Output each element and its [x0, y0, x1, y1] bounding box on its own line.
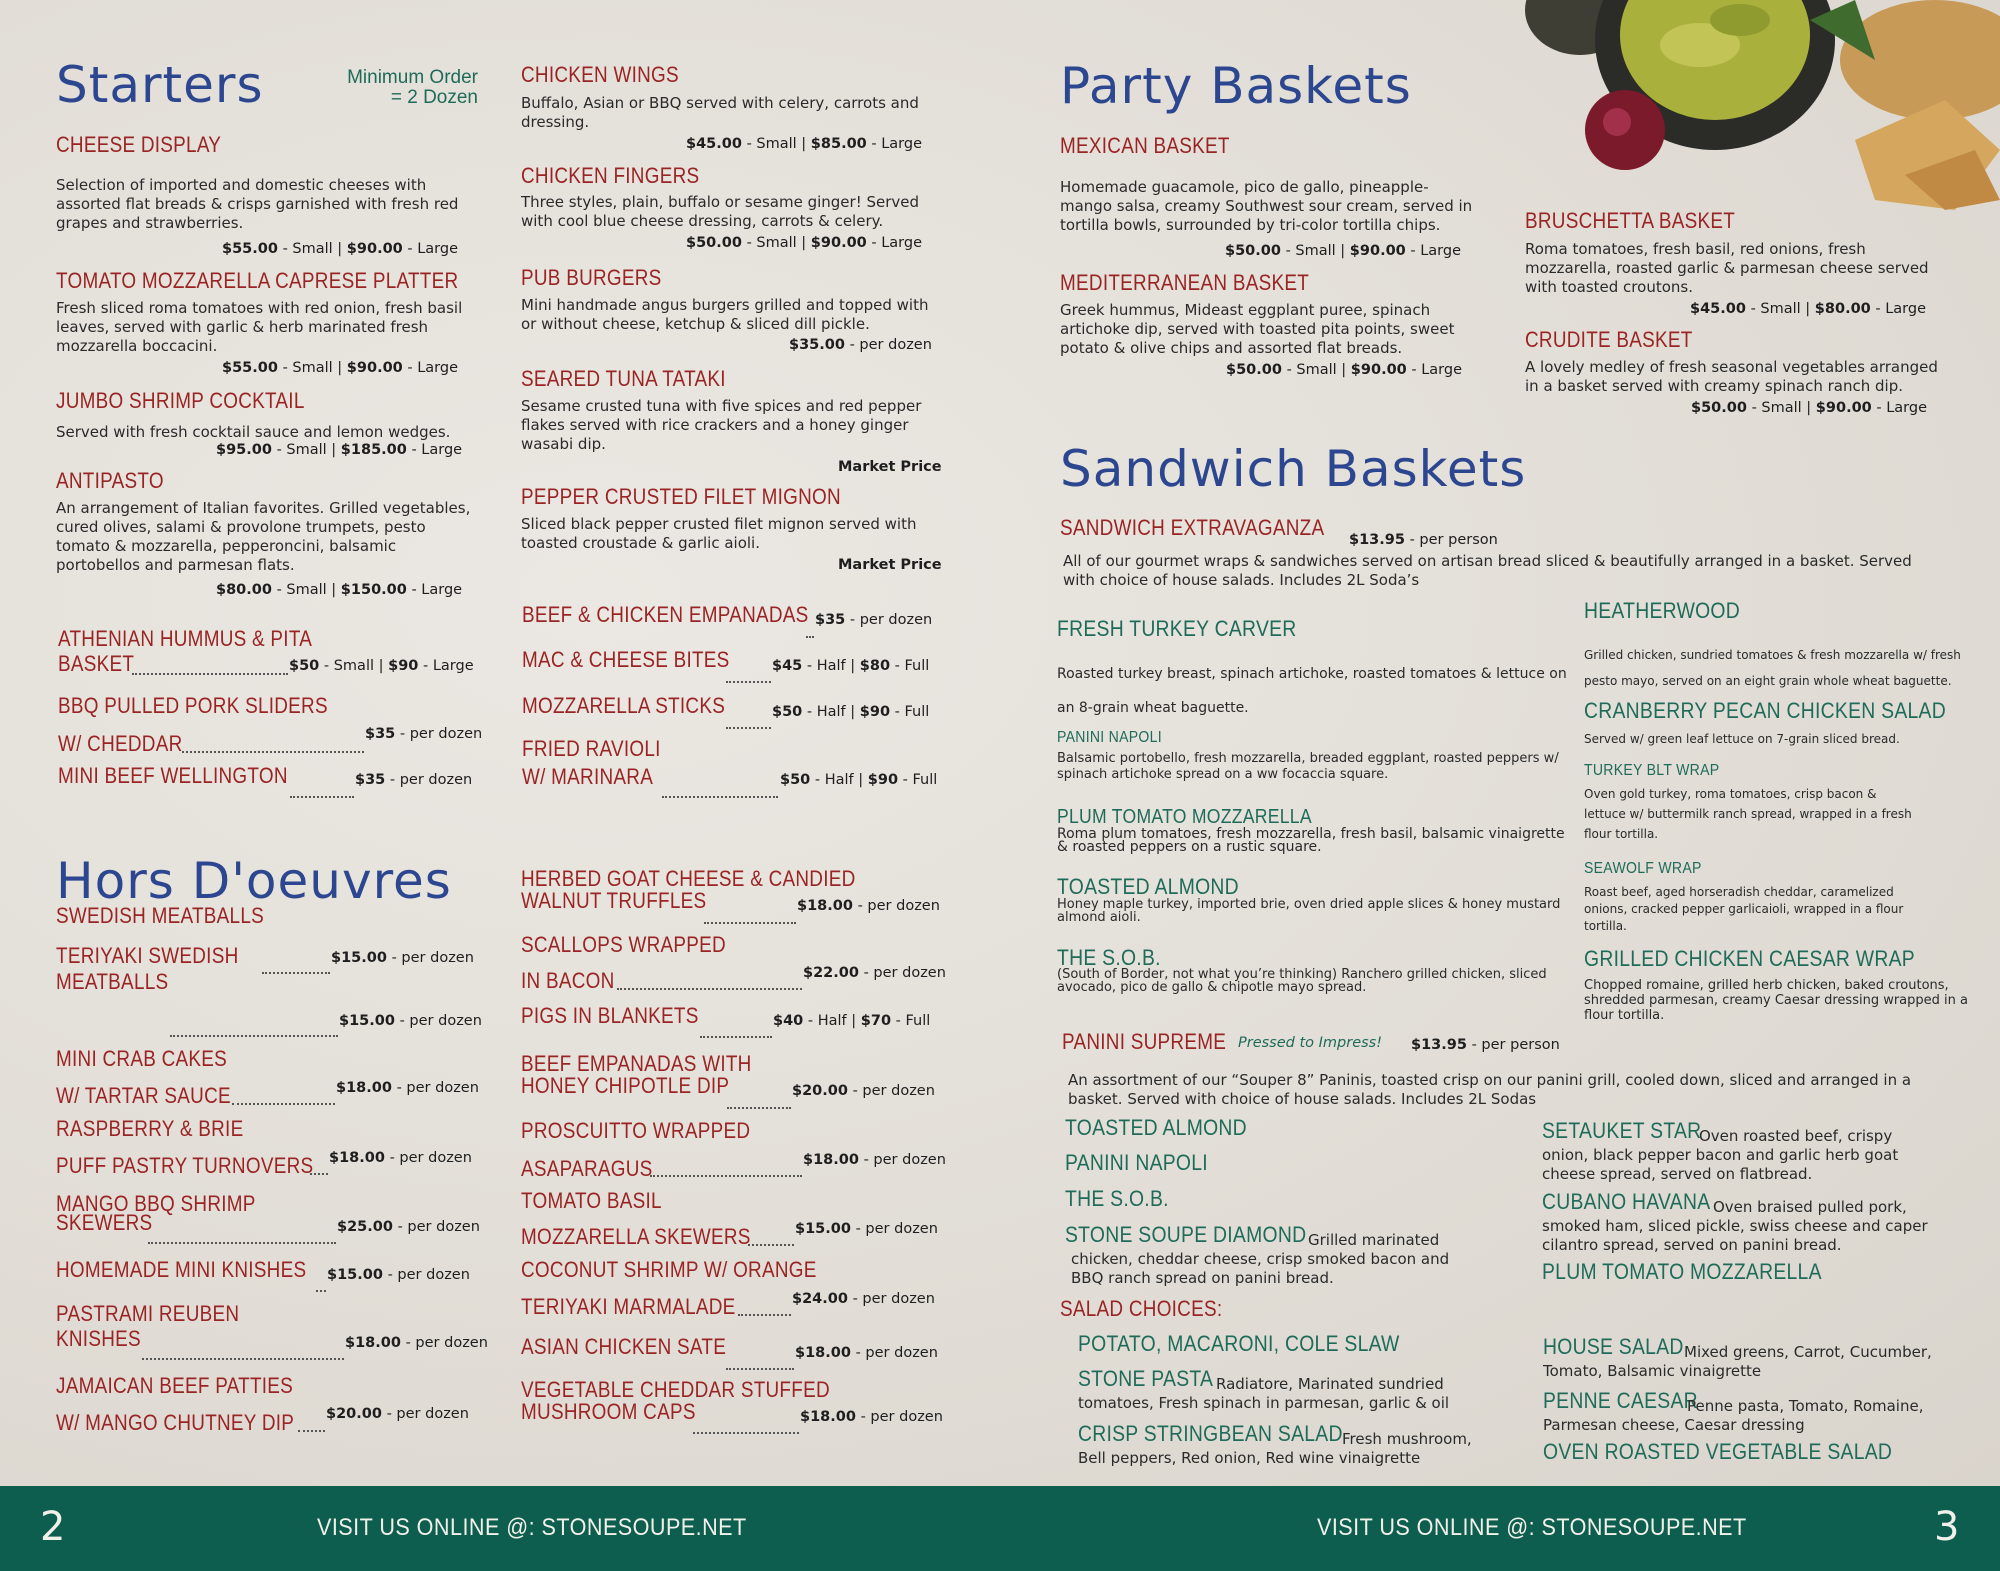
sandwich-name: GRILLED CHICKEN CAESAR WRAP: [1584, 946, 1915, 971]
market-price: Market Price: [838, 459, 942, 475]
item-name: BEEF & CHICKEN EMPANADAS: [522, 602, 809, 627]
item-price: $20.00 - per dozen: [792, 1083, 935, 1099]
dot-leader: [170, 1025, 338, 1044]
salad-name: POTATO, MACARONI, COLE SLAW: [1078, 1331, 1400, 1356]
item-name: MANGO BBQ SHRIMP: [56, 1191, 256, 1216]
item-name: CHEESE DISPLAY: [56, 132, 222, 157]
item-name: COCONUT SHRIMP W/ ORANGE: [521, 1257, 817, 1282]
item-description: An arrangement of Italian favorites. Grilled vegetables, cured olives, salami & provolone trumpets, pesto tomato & mozzarella, pepperoncini, balsamic portobellos and parmesan flats.: [56, 499, 471, 574]
item-description: Selection of imported and domestic cheeses with assorted flat breads & crisps garnished with fresh red grapes and strawberries.: [56, 176, 459, 232]
item-name-line2: W/ MARINARA: [522, 764, 654, 789]
item-name: BRUSCHETTA BASKET: [1525, 208, 1736, 233]
item-price: $15.00 - per dozen: [339, 1013, 482, 1029]
item-name-line2: BASKET: [58, 651, 135, 676]
salad-description: Radiatore, Marinated sundried tomatoes, Fresh spinach in parmesan, garlic & oil: [1078, 1375, 1450, 1412]
salad-description: Penne pasta, Tomato, Romaine, Parmesan cheese, Caesar dressing: [1543, 1397, 1924, 1434]
dot-leader: [704, 912, 796, 931]
dot-leader: [298, 1420, 325, 1439]
item-description: Three styles, plain, buffalo or sesame ginger! Served with cool blue cheese dressing, carrots & celery.: [521, 193, 920, 230]
dot-leader: [316, 1280, 326, 1299]
sandwich-name: CRANBERRY PECAN CHICKEN SALAD: [1584, 698, 1946, 723]
panini-tagline: Pressed to Impress!: [1238, 1035, 1383, 1051]
item-name: ASIAN CHICKEN SATE: [521, 1334, 727, 1359]
item-name: MINI BEEF WELLINGTON: [58, 763, 288, 788]
item-name: FRIED RAVIOLI: [522, 736, 661, 761]
item-description: Roma tomatoes, fresh basil, red onions, fresh mozzarella, roasted garlic & parmesan cheese served with toasted croutons.: [1525, 240, 1929, 296]
panini-name: PLUM TOMATO MOZZARELLA: [1542, 1259, 1822, 1284]
item-price: $25.00 - per dozen: [337, 1219, 480, 1235]
sandwich-name: HEATHERWOOD: [1584, 598, 1741, 623]
item-description: Sesame crusted tuna with five spices and red pepper flakes served with rice crackers and a honey ginger wasabi dip.: [521, 397, 922, 453]
dot-leader: [132, 663, 288, 682]
item-price: $13.95 - per person: [1411, 1037, 1560, 1053]
item-name: PANINI SUPREME: [1062, 1029, 1227, 1054]
item-price: $50 - Half | $90 - Full: [780, 772, 938, 788]
item-description: Greek hummus, Mideast eggplant puree, spinach artichoke dip, served with toasted pita points, sweet potato & olive chips and assorted flat breads.: [1060, 301, 1455, 357]
item-price: $55.00 - Small | $90.00 - Large: [222, 360, 459, 376]
item-name-line2: W/ TARTAR SAUCE: [56, 1083, 231, 1108]
dot-leader: [726, 717, 771, 736]
sandwich-description: Balsamic portobello, fresh mozzarella, breaded eggplant, roasted peppers w/ spinach artichoke spread on a ww focaccia square.: [1057, 751, 1559, 782]
item-name: CHICKEN WINGS: [521, 62, 679, 87]
item-price: $95.00 - Small | $185.00 - Large: [216, 442, 463, 458]
item-price: $40 - Half | $70 - Full: [773, 1013, 931, 1029]
item-price: $18.00 - per dozen: [795, 1345, 938, 1361]
section-title-starters: Starters: [56, 56, 264, 114]
item-name-line2: KNISHES: [56, 1326, 141, 1351]
item-price: $22.00 - per dozen: [803, 965, 946, 981]
item-name: PIGS IN BLANKETS: [521, 1003, 699, 1028]
item-price: $18.00 - per dozen: [797, 898, 940, 914]
item-price: $35 - per dozen: [355, 772, 473, 788]
sandwich-description: (South of Border, not what you’re thinking) Ranchero grilled chicken, sliced avocado, pico de gallo & chipotle mayo spread.: [1057, 967, 1547, 995]
item-description: Mini handmade angus burgers grilled and topped with or without cheese, ketchup & sliced dill pickle.: [521, 296, 929, 333]
item-price: $20.00 - per dozen: [326, 1406, 469, 1422]
item-description: A lovely medley of fresh seasonal vegetables arranged in a basket served with creamy spinach ranch dip.: [1525, 358, 1938, 395]
minimum-order-note: [300, 68, 478, 108]
sandwich-description: Oven gold turkey, roma tomatoes, crisp bacon & lettuce w/ buttermilk ranch spread, wrapped in a fresh flour tortilla.: [1584, 787, 1912, 841]
salad-name: PENNE CAESAR: [1543, 1388, 1698, 1413]
item-name: BEEF EMPANADAS WITH: [521, 1051, 752, 1076]
sandwich-name: TURKEY BLT WRAP: [1584, 762, 1720, 779]
item-name: SWEDISH MEATBALLS: [56, 903, 264, 928]
panini-name: THE S.O.B.: [1065, 1186, 1169, 1211]
item-name: HOMEMADE MINI KNISHES: [56, 1257, 307, 1282]
item-price: $15.00 - per dozen: [331, 950, 474, 966]
item-name-line2: MUSHROOM CAPS: [521, 1399, 696, 1424]
sandwich-name: FRESH TURKEY CARVER: [1057, 616, 1297, 641]
panini-description: Oven roasted beef, crispy onion, black pepper bacon and garlic herb goat cheese spread, served on flatbread.: [1542, 1127, 1899, 1183]
panini-name: STONE SOUPE DIAMOND: [1065, 1222, 1307, 1247]
salad-name: OVEN ROASTED VEGETABLE SALAD: [1543, 1439, 1893, 1464]
item-name: CHICKEN FINGERS: [521, 163, 700, 188]
sandwich-description: Roasted turkey breast, spinach artichoke, roasted tomatoes & lettuce on an 8-grain wheat baguette.: [1057, 666, 1567, 716]
item-name: PEPPER CRUSTED FILET MIGNON: [521, 484, 841, 509]
item-name-line2: IN BACON: [521, 968, 615, 993]
item-price: $50 - Half | $90 - Full: [772, 704, 930, 720]
item-name: CRUDITE BASKET: [1525, 327, 1693, 352]
item-name: MEXICAN BASKET: [1060, 133, 1230, 158]
item-name: VEGETABLE CHEDDAR STUFFED: [521, 1377, 830, 1402]
salad-description: Mixed greens, Carrot, Cucumber, Tomato, Balsamic vinaigrette: [1543, 1343, 1932, 1380]
item-price: $45.00 - Small | $85.00 - Large: [686, 136, 923, 152]
sandwich-description: Honey maple turkey, imported brie, oven dried apple slices & honey mustard almond aioli.: [1057, 897, 1561, 925]
website-link-right[interactable]: VISIT US ONLINE @: STONESOUPE.NET: [1317, 1514, 1747, 1541]
item-name: BBQ PULLED PORK SLIDERS: [58, 693, 328, 718]
item-price: $45 - Half | $80 - Full: [772, 658, 930, 674]
item-name: JAMAICAN BEEF PATTIES: [56, 1373, 294, 1398]
item-name-line2: W/ CHEDDAR: [58, 731, 183, 756]
item-name: SCALLOPS WRAPPED: [521, 932, 726, 957]
item-price: $13.95 - per person: [1349, 532, 1498, 548]
item-name: HERBED GOAT CHEESE & CANDIED: [521, 866, 856, 891]
item-name: SANDWICH EXTRAVAGANZA: [1060, 515, 1325, 540]
item-name: PROSCUITTO WRAPPED: [521, 1118, 751, 1143]
item-name: TERIYAKI SWEDISH: [56, 943, 239, 968]
dot-leader: [693, 1422, 799, 1441]
item-description: An assortment of our “Souper 8” Paninis, toasted crisp on our panini grill, cooled down, sliced and arranged in a basket. Served with choice of house salads. Includes 2L Sodas: [1068, 1071, 1912, 1108]
sandwich-description: Roast beef, aged horseradish cheddar, caramelized onions, cracked pepper garlicaioli, wrapped in a flour tortilla.: [1584, 885, 1904, 933]
item-name: JUMBO SHRIMP COCKTAIL: [56, 388, 305, 413]
item-name: PASTRAMI REUBEN: [56, 1301, 240, 1326]
item-name-line2: SKEWERS: [56, 1210, 153, 1235]
item-price: $15.00 - per dozen: [795, 1221, 938, 1237]
item-price: $50.00 - Small | $90.00 - Large: [1691, 400, 1928, 416]
dot-leader: [148, 1232, 336, 1251]
dot-leader: [727, 1097, 791, 1116]
sandwich-description: Chopped romaine, grilled herb chicken, baked croutons, shredded parmesan, creamy Caesar dressing wrapped in a flour tortilla.: [1584, 978, 1968, 1023]
item-description: Buffalo, Asian or BBQ served with celery, carrots and dressing.: [521, 94, 919, 131]
item-name-line2: MEATBALLS: [56, 969, 169, 994]
item-price: $80.00 - Small | $150.00 - Large: [216, 582, 463, 598]
salad-name: STONE PASTA: [1078, 1366, 1214, 1391]
item-name: MAC & CHEESE BITES: [522, 647, 730, 672]
item-description: Homemade guacamole, pico de gallo, pineapple-mango salsa, creamy Southwest sour cream, served in tortilla bowls, surrounded by tri-color tortilla chips.: [1060, 178, 1473, 234]
item-description: All of our gourmet wraps & sandwiches served on artisan bread sliced & beautifully arranged in a basket. Served with choice of house salads. Includes 2L Soda’s: [1063, 552, 1912, 589]
minimum-order-line2: = 2 Dozen: [390, 87, 478, 108]
page-number-left: 2: [40, 1504, 66, 1550]
dot-leader: [650, 1165, 802, 1184]
dot-leader: [726, 1358, 794, 1377]
dot-leader: [232, 1093, 335, 1112]
item-name: SEARED TUNA TATAKI: [521, 366, 726, 391]
salad-choices-title: SALAD CHOICES:: [1060, 1296, 1223, 1321]
item-price: $55.00 - Small | $90.00 - Large: [222, 241, 459, 257]
item-price: $18.00 - per dozen: [800, 1409, 943, 1425]
item-price: $15.00 - per dozen: [327, 1267, 470, 1283]
item-price: $45.00 - Small | $80.00 - Large: [1690, 301, 1927, 317]
item-description: Sliced black pepper crusted filet mignon served with toasted croustade & garlic aioli.: [521, 515, 917, 552]
dot-leader: [290, 786, 354, 805]
item-name: TOMATO BASIL: [521, 1188, 662, 1213]
item-name: PUB BURGERS: [521, 265, 662, 290]
dot-leader: [738, 1304, 791, 1323]
item-name: RASPBERRY & BRIE: [56, 1116, 244, 1141]
dot-leader: [142, 1348, 344, 1367]
sandwich-description: Served w/ green leaf lettuce on 7-grain sliced bread.: [1584, 732, 1900, 746]
dot-leader: [806, 626, 814, 645]
sandwich-description: Grilled chicken, sundried tomatoes & fresh mozzarella w/ fresh pesto mayo, served on an eight grain whole wheat baguette.: [1584, 648, 1961, 688]
item-price: $50.00 - Small | $90.00 - Large: [686, 235, 923, 251]
sandwich-name: TOASTED ALMOND: [1057, 874, 1239, 899]
dot-leader: [262, 962, 330, 981]
dot-leader: [182, 741, 364, 760]
footer-bar: [0, 1486, 2000, 1571]
item-price: $50.00 - Small | $90.00 - Large: [1225, 243, 1462, 259]
section-title-hors-doeuvres: Hors D'oeuvres: [56, 852, 452, 910]
minimum-order-line1: Minimum Order: [347, 67, 478, 88]
panini-name: CUBANO HAVANA: [1542, 1189, 1711, 1214]
dot-leader: [748, 1234, 794, 1253]
dot-leader: [662, 786, 778, 805]
sandwich-name: THE S.O.B.: [1057, 945, 1161, 970]
item-description: Served with fresh cocktail sauce and lemon wedges.: [56, 423, 451, 441]
panini-name: SETAUKET STAR: [1542, 1118, 1702, 1143]
page-number-right: 3: [1934, 1504, 1960, 1550]
item-price: $35 - per dozen: [365, 726, 483, 742]
salad-name: HOUSE SALAD: [1543, 1334, 1684, 1359]
item-price: $18.00 - per dozen: [329, 1150, 472, 1166]
sandwich-name: SEAWOLF WRAP: [1584, 860, 1702, 877]
item-name: MINI CRAB CAKES: [56, 1046, 228, 1071]
item-price: $50 - Small | $90 - Large: [289, 658, 474, 674]
item-name: MOZZARELLA STICKS: [522, 693, 726, 718]
item-price: $18.00 - per dozen: [345, 1335, 488, 1351]
item-name-line2: W/ MANGO CHUTNEY DIP: [56, 1410, 295, 1435]
item-name-line2: MOZZARELLA SKEWERS: [521, 1224, 751, 1249]
section-title-party-baskets: Party Baskets: [1060, 57, 1412, 115]
item-name: TOMATO MOZZARELLA CAPRESE PLATTER: [56, 268, 459, 293]
salad-name: CRISP STRINGBEAN SALAD: [1078, 1421, 1343, 1446]
item-name-line2: PUFF PASTRY TURNOVERS: [56, 1153, 314, 1178]
dot-leader: [700, 1026, 772, 1045]
market-price: Market Price: [838, 557, 942, 573]
sandwich-name: PANINI NAPOLI: [1057, 729, 1162, 746]
panini-name: TOASTED ALMOND: [1065, 1115, 1247, 1140]
item-price: $24.00 - per dozen: [792, 1291, 935, 1307]
panini-description: Grilled marinated chicken, cheddar cheese, crisp smoked bacon and BBQ ranch spread on panini bread.: [1071, 1231, 1450, 1287]
food-photo-guacamole: [1525, 0, 2000, 210]
website-link-left[interactable]: VISIT US ONLINE @: STONESOUPE.NET: [317, 1514, 747, 1541]
sandwich-description: Roma plum tomatoes, fresh mozzarella, fresh basil, balsamic vinaigrette & roasted peppers on a rustic square.: [1057, 826, 1565, 855]
item-name-line2: ASAPARAGUS: [521, 1156, 653, 1181]
item-name: MEDITERRANEAN BASKET: [1060, 270, 1310, 295]
item-description: Fresh sliced roma tomatoes with red onion, fresh basil leaves, served with garlic & herb marinated fresh mozzarella boccacini.: [56, 299, 463, 355]
section-title-sandwich-baskets: Sandwich Baskets: [1060, 440, 1527, 498]
dot-leader: [310, 1163, 328, 1182]
item-name-line2: HONEY CHIPOTLE DIP: [521, 1073, 730, 1098]
dot-leader: [726, 671, 771, 690]
item-price: $18.00 - per dozen: [336, 1080, 479, 1096]
panini-description: Oven braised pulled pork, smoked ham, sliced pickle, swiss cheese and caper cilantro spread, served on panini bread.: [1542, 1198, 1928, 1254]
dot-leader: [617, 978, 802, 997]
item-name: ANTIPASTO: [56, 468, 164, 493]
item-price: $18.00 - per dozen: [803, 1152, 946, 1168]
salad-description: Fresh mushroom, Bell peppers, Red onion, Red wine vinaigrette: [1078, 1430, 1472, 1467]
panini-name: PANINI NAPOLI: [1065, 1150, 1208, 1175]
item-name-line2: WALNUT TRUFFLES: [521, 888, 707, 913]
sandwich-name: PLUM TOMATO MOZZARELLA: [1057, 806, 1312, 828]
item-price: $50.00 - Small | $90.00 - Large: [1226, 362, 1463, 378]
item-price: $35 - per dozen: [815, 612, 933, 628]
item-name: ATHENIAN HUMMUS & PITA: [58, 626, 313, 651]
item-name-line2: TERIYAKI MARMALADE: [521, 1294, 736, 1319]
item-price: $35.00 - per dozen: [789, 337, 932, 353]
